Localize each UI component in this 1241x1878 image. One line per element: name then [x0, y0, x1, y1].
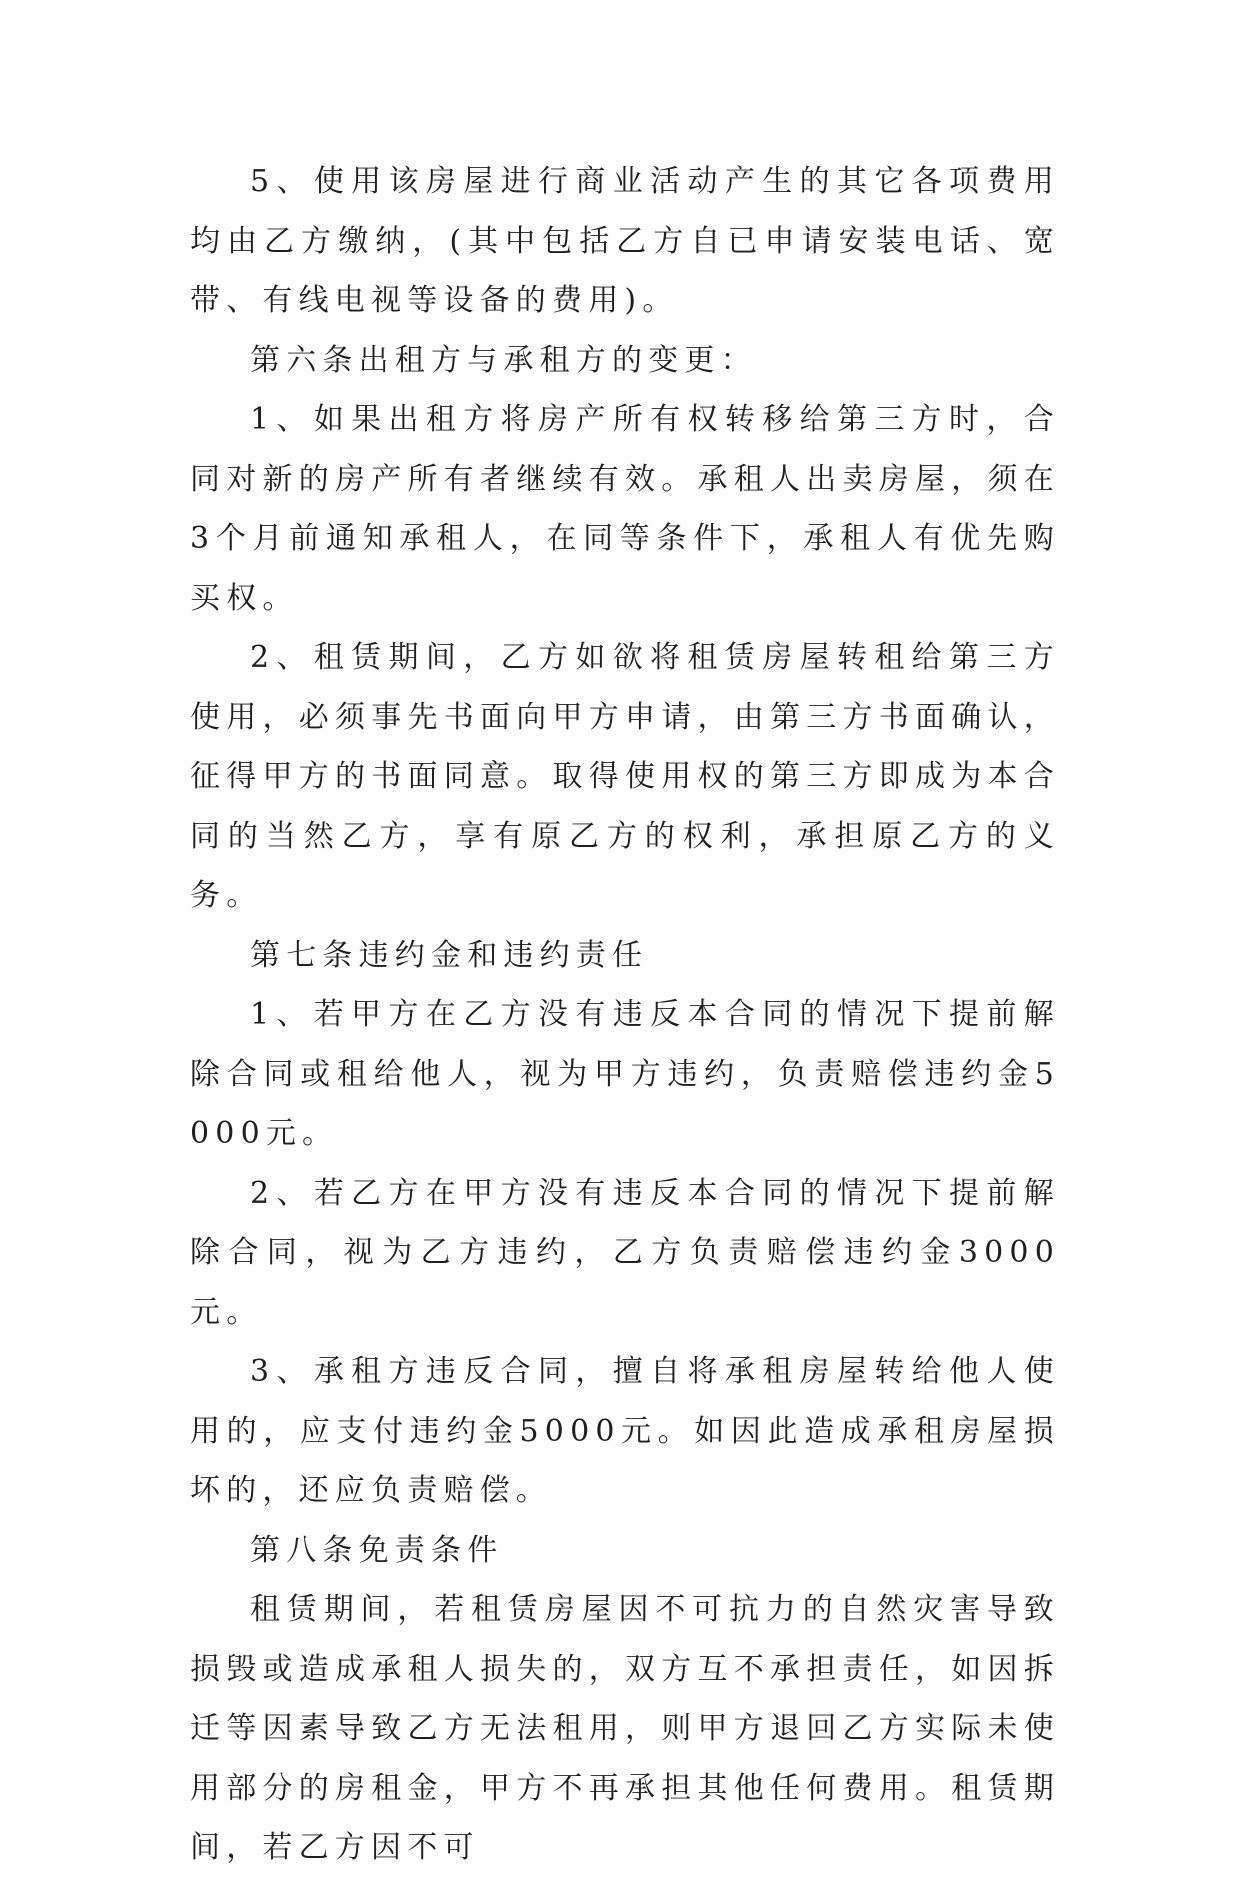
heading-article-6: 第六条出租方与承租方的变更：	[250, 342, 757, 378]
paragraph-article-7-item-3: 3、承租方违反合同，擅自将承租房屋转给他人使用的，应支付违约金5000元。如因此造成承租房屋损坏的，还应负责赔偿。	[190, 1354, 1060, 1508]
paragraph-article-6-item-1: 1、如果出租方将房产所有权转移给第三方时，合同对新的房产所有者继续有效。承租人出卖房屋，须在3个月前通知承租人，在同等条件下，承租人有优先购买权。	[190, 402, 1060, 616]
paragraph-article-7-item-1: 1、若甲方在乙方没有违反本合同的情况下提前解除合同或租给他人，视为甲方违约，负责赔偿违约金5000元。	[190, 997, 1060, 1151]
heading-article-8: 第八条免责条件	[250, 1532, 504, 1568]
paragraph-article-7-item-2: 2、若乙方在甲方没有违反本合同的情况下提前解除合同，视为乙方违约，乙方负责赔偿违约金3000元。	[190, 1175, 1060, 1330]
paragraph-clause-5: 5、使用该房屋进行商业活动产生的其它各项费用均由乙方缴纳，(其中包括乙方自已申请安装电话、宽带、有线电视等设备的费用)。	[190, 164, 1060, 318]
document-body	[190, 152, 1060, 1878]
paragraph-article-6-item-2: 2、租赁期间，乙方如欲将租赁房屋转租给第三方使用，必须事先书面向甲方申请，由第三方书面确认，征得甲方的书面同意。取得使用权的第三方即成为本合同的当然乙方，享有原乙方的权利，承担原乙方的义务。	[190, 640, 1060, 913]
paragraph-article-8-body: 租赁期间，若租赁房屋因不可抗力的自然灾害导致损毁或造成承租人损失的，双方互不承担责任，如因拆迁等因素导致乙方无法租用，则甲方退回乙方实际未使用部分的房租金，甲方不再承担其他任何费用。租赁期间，若乙方因不可	[190, 1592, 1060, 1865]
heading-article-7: 第七条违约金和违约责任	[250, 937, 649, 973]
